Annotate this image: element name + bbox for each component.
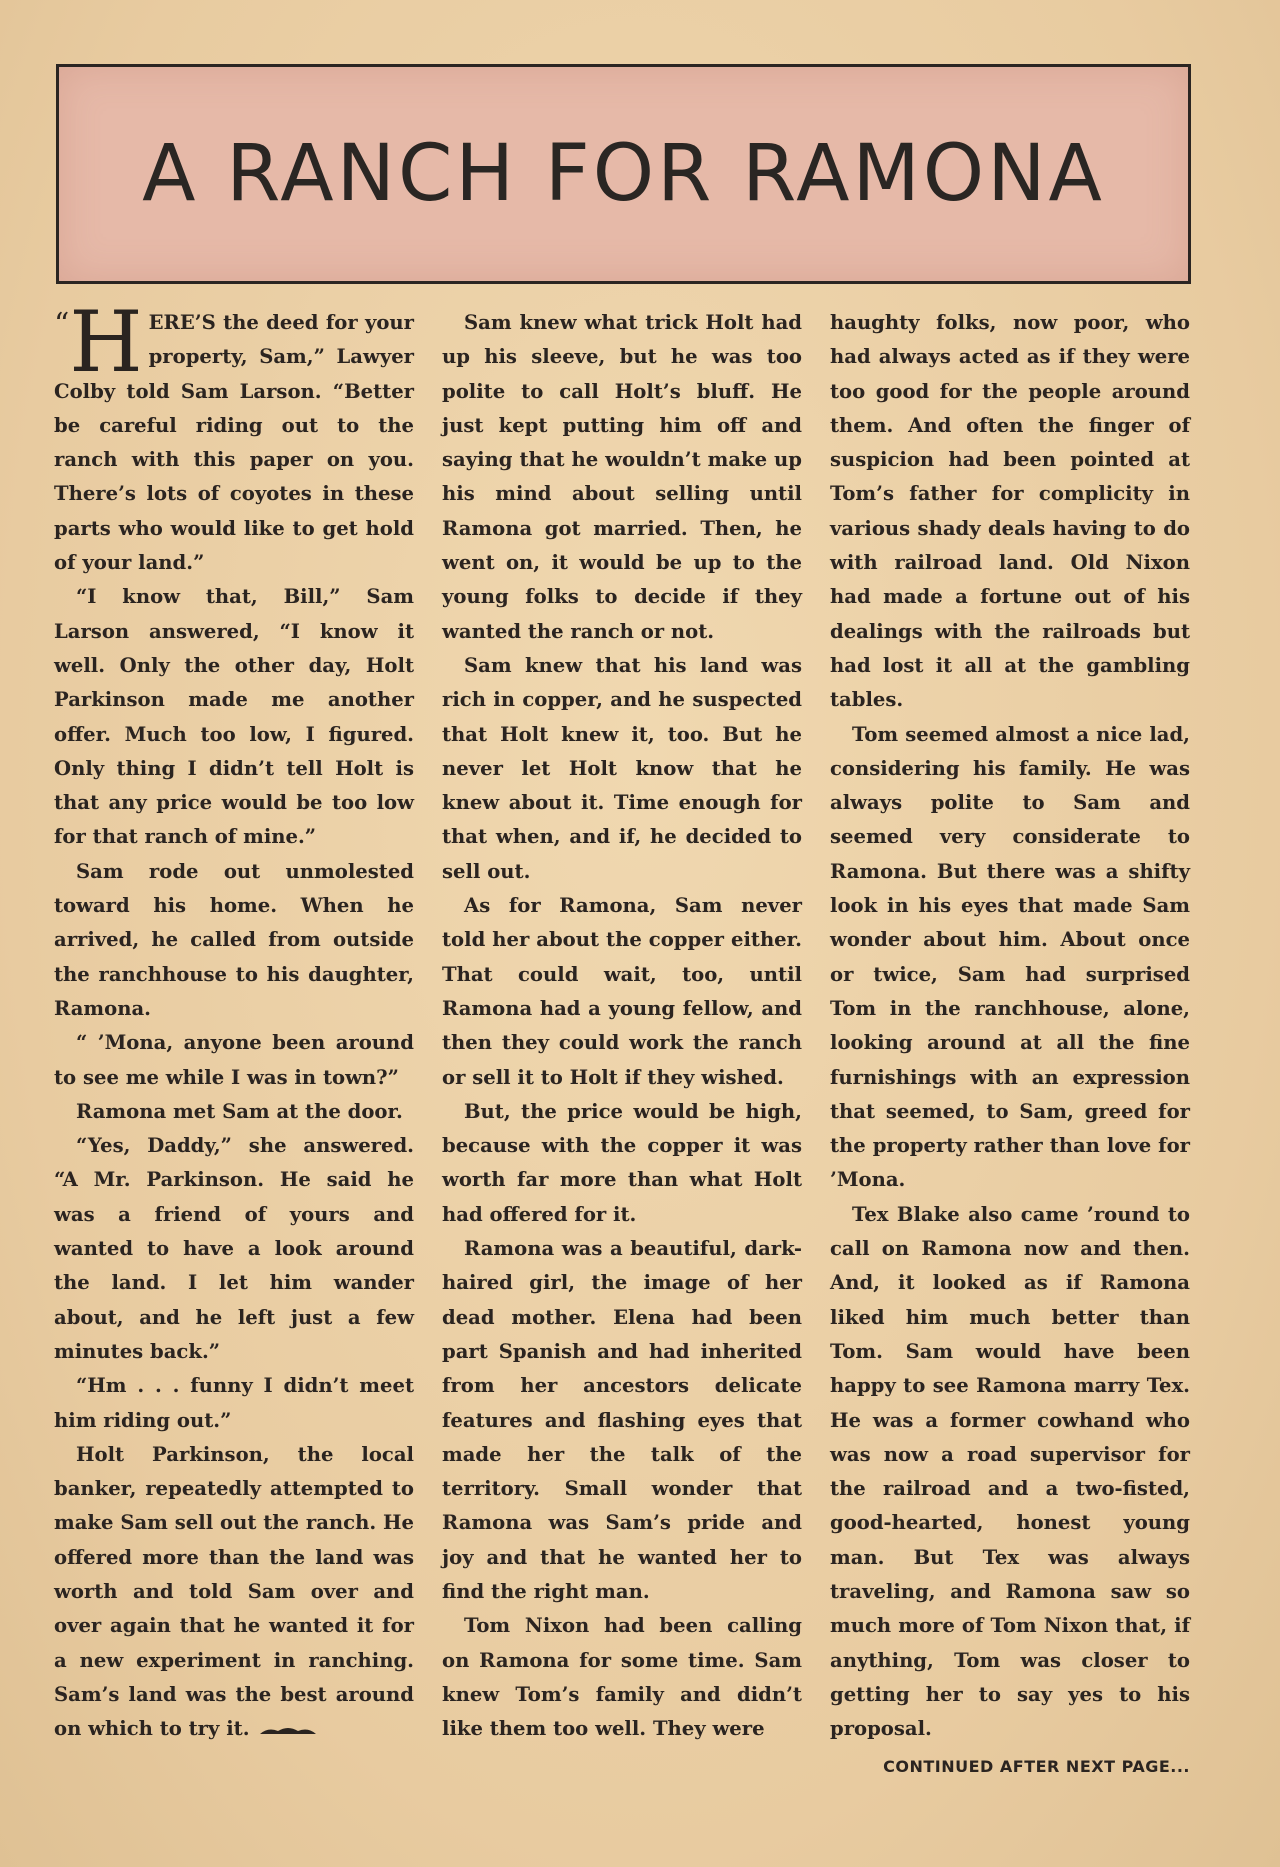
paragraph: As for Ramona, Sam never told her about the copper either. That could wait, too, until Ramona had a young fellow, and then they could work the ranch or sell it to Holt if they wished.	[442, 894, 802, 1089]
paragraph: “I know that, Bill,” Sam Larson answered, “I know it well. Only the other day, Holt Parkinson made me another offer. Much too low, I figured. Only thing I didn’t tell Holt is that any price would be too low for that ranch of mine.”	[54, 585, 414, 849]
end-ornament-icon	[258, 1725, 318, 1735]
paragraph	[54, 1438, 414, 1747]
paragraph: “Yes, Daddy,” she answered. “A Mr. Parkinson. He said he was a friend of yours and wanted to have a look around the land. I let him wander about, and he left just a few minutes back.”	[54, 1134, 414, 1363]
drop-cap-quote: “	[54, 307, 70, 342]
paragraph-text: ERE’S the deed for your property, Sam,” Lawyer Colby told Sam Larson. “Better be careful riding out to the ranch with this paper on you. There’s lots of coyotes in these parts who would like to get hold of your land.”	[54, 311, 414, 575]
title-banner	[56, 64, 1191, 284]
paragraph	[54, 293, 414, 580]
column-2	[442, 306, 802, 1785]
paragraph: Sam knew what trick Holt had up his sleeve, but he was too polite to call Holt’s bluff. He just kept putting him off and saying that he wouldn’t make up his mind about selling until Ramona got married. Then, he went on, it would be up to the young folks to decide if they wanted the ranch or not.	[442, 311, 802, 643]
paragraph: Ramona was a beautiful, dark-haired girl, the image of her dead mother. Elena had been part Spanish and had inherited from her ancestors delicate features and flashing eyes that made her the talk of the territory. Small wonder that Ramona was Sam’s pride and joy and that he wanted her to find the right man.	[442, 1237, 802, 1603]
column-1	[54, 293, 414, 1785]
paragraph: Tex Blake also came ’round to call on Ramona now and then. And, it looked as if Ramona liked him much better than Tom. Sam would have been happy to see Ramona marry Tex. He was a former cowhand who was now a road supervisor for the railroad and a two-fisted, good-hearted, honest young man. But Tex was always traveling, and Ramona saw so much more of Tom Nixon that, if anything, Tom was closer to getting her to say yes to his proposal.	[830, 1202, 1190, 1741]
story-title: A RANCH FOR RAMONA	[142, 129, 1105, 219]
paragraph: “Hm . . . funny I didn’t meet him riding out.”	[54, 1374, 414, 1432]
paragraph: Ramona met Sam at the door.	[76, 1099, 403, 1123]
paragraph: But, the price would be high, because with the copper it was worth far more than what Holt had offered for it.	[442, 1099, 802, 1226]
paragraph: “ ’Mona, anyone been around to see me while I was in town?”	[54, 1031, 414, 1089]
paragraph: Sam knew that his land was rich in copper, and he suspected that Holt knew it, too. But he never let Holt know that he knew about it. Time enough for that when, and if, he decided to sell out.	[442, 653, 802, 883]
continued-note: CONTINUED AFTER NEXT PAGE...	[883, 1757, 1190, 1777]
paragraph: Sam rode out unmolested toward his home. When he arrived, he called from outside the ranchhouse to his daughter, Ramona.	[54, 859, 414, 1020]
column-3	[830, 306, 1190, 1785]
paragraph: Tom Nixon had been calling on Ramona for some time. Sam knew Tom’s family and didn’t like them too well. They were	[442, 1614, 802, 1741]
drop-cap-letter: H	[69, 293, 143, 391]
paragraph: Tom seemed almost a nice lad, considering his family. He was always polite to Sam and seemed very considerate to Ramona. But there was a shifty look in his eyes that made Sam wonder about him. About once or twice, Sam had surprised Tom in the ranchhouse, alone, looking around at all the fine furnishings with an expression that seemed, to Sam, greed for the property rather than love for ’Mona.	[830, 722, 1190, 1192]
paragraph-text: Holt Parkinson, the local banker, repeatedly attempted to make Sam sell out the ranch. He offered more than the land was worth and told Sam over and over again that he wanted it for a new experiment in ranching. Sam’s land was the best around on which to try it.	[54, 1442, 414, 1741]
paragraph: haughty folks, now poor, who had always acted as if they were too good for the people around them. And often the finger of suspicion had been pointed at Tom’s father for complicity in various shady deals having to do with railroad land. Old Nixon had made a fortune out of his dealings with the railroads but had lost it all at the gambling tables.	[830, 311, 1190, 712]
drop-cap	[54, 293, 143, 391]
text-columns	[54, 293, 1190, 1785]
